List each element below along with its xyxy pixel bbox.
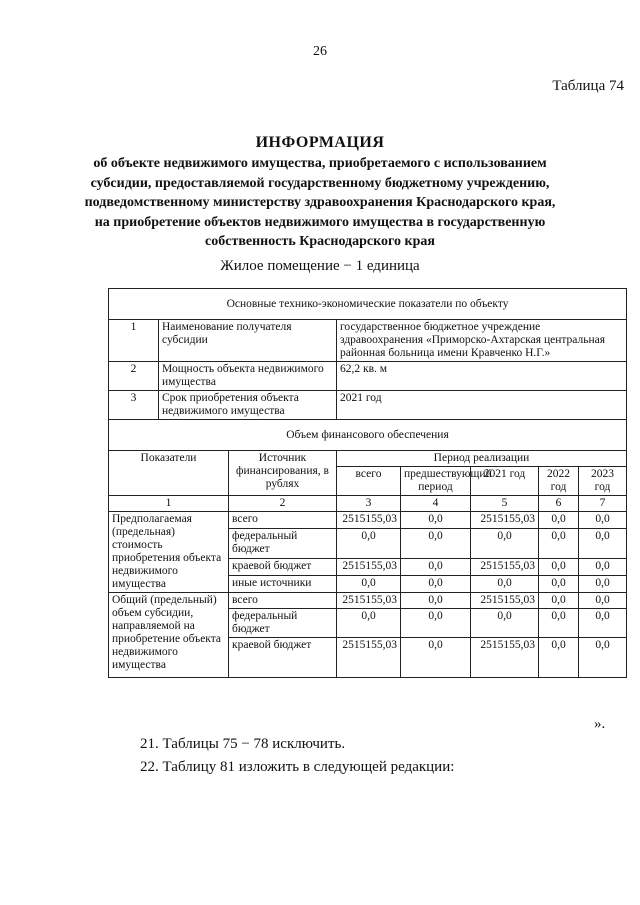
previous-cell: 0,0: [401, 576, 471, 593]
col-number: 6: [539, 496, 579, 512]
total-cell: 0,0: [337, 609, 401, 638]
y2021-cell: 0,0: [471, 576, 539, 593]
y2023-cell: 0,0: [579, 576, 627, 593]
row-value: 62,2 кв. м: [337, 362, 627, 391]
total-cell: 0,0: [337, 576, 401, 593]
col-header-indicators: Показатели: [109, 451, 229, 496]
col-number: 2: [229, 496, 337, 512]
closing-quote-mark: ».: [594, 716, 606, 732]
y2021-cell: 0,0: [471, 609, 539, 638]
source-cell: краевой бюджет: [229, 638, 337, 678]
table-row: [109, 512, 627, 529]
subtitle-line: об объекте недвижимого имущества, приобретаемого с использованием: [93, 156, 547, 171]
col-number: 5: [471, 496, 539, 512]
y2022-cell: 0,0: [539, 638, 579, 678]
y2023-cell: 0,0: [579, 593, 627, 609]
source-cell: иные источники: [229, 576, 337, 593]
row-label: Мощность объекта недвижимого имущества: [159, 362, 337, 391]
total-cell: 0,0: [337, 528, 401, 559]
section-header-technical: Основные технико-экономические показатели по объекту: [109, 289, 627, 320]
y2023-cell: 0,0: [579, 559, 627, 576]
source-cell: федеральный бюджет: [229, 609, 337, 638]
col-number: 4: [401, 496, 471, 512]
source-cell: всего: [229, 593, 337, 609]
subtitle-line: субсидии, предоставляемой государственному бюджетному учреждению,: [90, 175, 550, 191]
y2023-cell: 0,0: [579, 609, 627, 638]
row-value: 2021 год: [337, 391, 627, 420]
row-number: 3: [109, 391, 159, 420]
y2021-cell: 2515155,03: [471, 638, 539, 678]
column-numbers-row: [109, 496, 627, 512]
document-title: ИНФОРМАЦИЯ: [255, 134, 385, 151]
row-number: 1: [109, 320, 159, 362]
col-header-2023: 2023 год: [579, 467, 627, 496]
y2021-cell: 2515155,03: [471, 559, 539, 576]
table-row: [109, 593, 627, 609]
y2021-cell: 0,0: [471, 528, 539, 559]
y2022-cell: 0,0: [539, 512, 579, 529]
y2023-cell: 0,0: [579, 512, 627, 529]
source-cell: всего: [229, 512, 337, 529]
previous-cell: 0,0: [401, 512, 471, 529]
total-cell: 2515155,03: [337, 593, 401, 609]
table-label: Таблица 74: [552, 78, 624, 94]
previous-cell: 0,0: [401, 593, 471, 609]
info-table: [108, 288, 627, 678]
subtitle-line: собственность Краснодарского края: [205, 234, 435, 249]
table-row: [109, 362, 627, 391]
subtitle-line: подведомственному министерству здравоохранения Краснодарского края,: [84, 195, 556, 210]
col-header-source: Источник финансирования, в рублях: [229, 451, 337, 496]
total-cell: 2515155,03: [337, 559, 401, 576]
row-label: Наименование получателя субсидии: [159, 320, 337, 362]
y2023-cell: 0,0: [579, 528, 627, 559]
row-value: государственное бюджетное учреждение здравоохранения «Приморско-Ахтарская центральная районная больница имени Кравченко Н.Г.»: [337, 320, 627, 362]
section-header-financing: Объем финансового обеспечения: [109, 420, 627, 451]
previous-cell: 0,0: [401, 638, 471, 678]
table-row: [109, 320, 627, 362]
y2022-cell: 0,0: [539, 559, 579, 576]
y2022-cell: 0,0: [539, 609, 579, 638]
previous-cell: 0,0: [401, 609, 471, 638]
document-subtitle: [60, 154, 580, 252]
y2022-cell: 0,0: [539, 593, 579, 609]
total-cell: 2515155,03: [337, 638, 401, 678]
table-row: [109, 391, 627, 420]
col-header-2021: 2021 год: [471, 467, 539, 496]
previous-cell: 0,0: [401, 528, 471, 559]
y2023-cell: 0,0: [579, 638, 627, 678]
col-header-2022: 2022 год: [539, 467, 579, 496]
col-number: 3: [337, 496, 401, 512]
list-item: 21. Таблицы 75 − 78 исключить.: [140, 736, 346, 752]
previous-cell: 0,0: [401, 559, 471, 576]
row-number: 2: [109, 362, 159, 391]
col-number: 1: [109, 496, 229, 512]
source-cell: федеральный бюджет: [229, 528, 337, 559]
y2022-cell: 0,0: [539, 576, 579, 593]
col-header-previous: предшествующий период: [401, 467, 471, 496]
y2022-cell: 0,0: [539, 528, 579, 559]
page-number: 26: [313, 44, 327, 59]
units-line: Жилое помещение − 1 единица: [220, 258, 420, 274]
total-cell: 2515155,03: [337, 512, 401, 529]
col-header-total: всего: [337, 467, 401, 496]
indicator-cell: Предполагаемая (предельная) стоимость приобретения объекта недвижимого имущества: [109, 512, 229, 593]
indicator-cell: Общий (предельный) объем субсидии, направляемой на приобретение объекта недвижимого имущества: [109, 593, 229, 678]
col-header-period: Период реализации: [337, 451, 627, 467]
source-cell: краевой бюджет: [229, 559, 337, 576]
y2021-cell: 2515155,03: [471, 512, 539, 529]
subtitle-line: на приобретение объектов недвижимого имущества в государственную: [94, 214, 546, 230]
row-label: Срок приобретения объекта недвижимого имущества: [159, 391, 337, 420]
y2021-cell: 2515155,03: [471, 593, 539, 609]
col-number: 7: [579, 496, 627, 512]
list-item: 22. Таблицу 81 изложить в следующей редакции:: [140, 759, 455, 775]
